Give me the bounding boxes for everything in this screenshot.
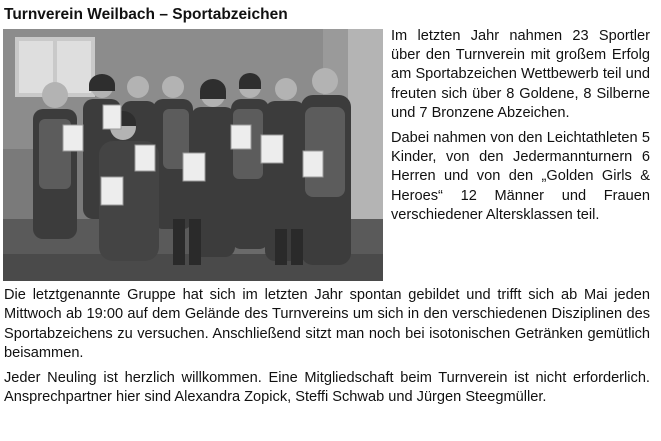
article-right-column	[391, 27, 650, 231]
paragraph-training: Die letztgenannte Gruppe hat sich im letzten Jahr spontan gebildet und trifft sich ab Mai jeden Mittwoch ab 19:00 auf dem Gelände des Turnvereins um sich in den verschiedenen Disziplinen des Sportabzeichens zu versuchen. Anschließend sitzt man noch bei isotonischen Getränken gemütlich beisammen.	[4, 287, 650, 361]
paragraph-groups: Dabei nahmen von den Leichtathleten 5 Kinder, von den Jedermannturnern 6 Herren und von den „Golden Girls & Heroes“ 12 Männer und Frauen verschiedener Altersklassen teil.	[391, 130, 650, 223]
group-photo	[3, 29, 383, 281]
article-title: Turnverein Weilbach – Sportabzeichen	[4, 6, 288, 23]
paragraph-participation: Im letzten Jahr nahmen 23 Sportler über den Turnverein mit großem Erfolg am Sportabzeichen Wettbewerb teil und freuten sich über 8 Goldene, 8 Silberne und 7 Bronzene Abzeichen.	[391, 28, 650, 121]
article-bottom-text	[4, 286, 650, 414]
paragraph-contact: Jeder Neuling ist herzlich willkommen. Eine Mitgliedschaft beim Turnverein ist nicht erforderlich. Ansprechpartner hier sind Alexandra Zopick, Steffi Schwab und Jürgen Steegmüller.	[4, 370, 650, 406]
